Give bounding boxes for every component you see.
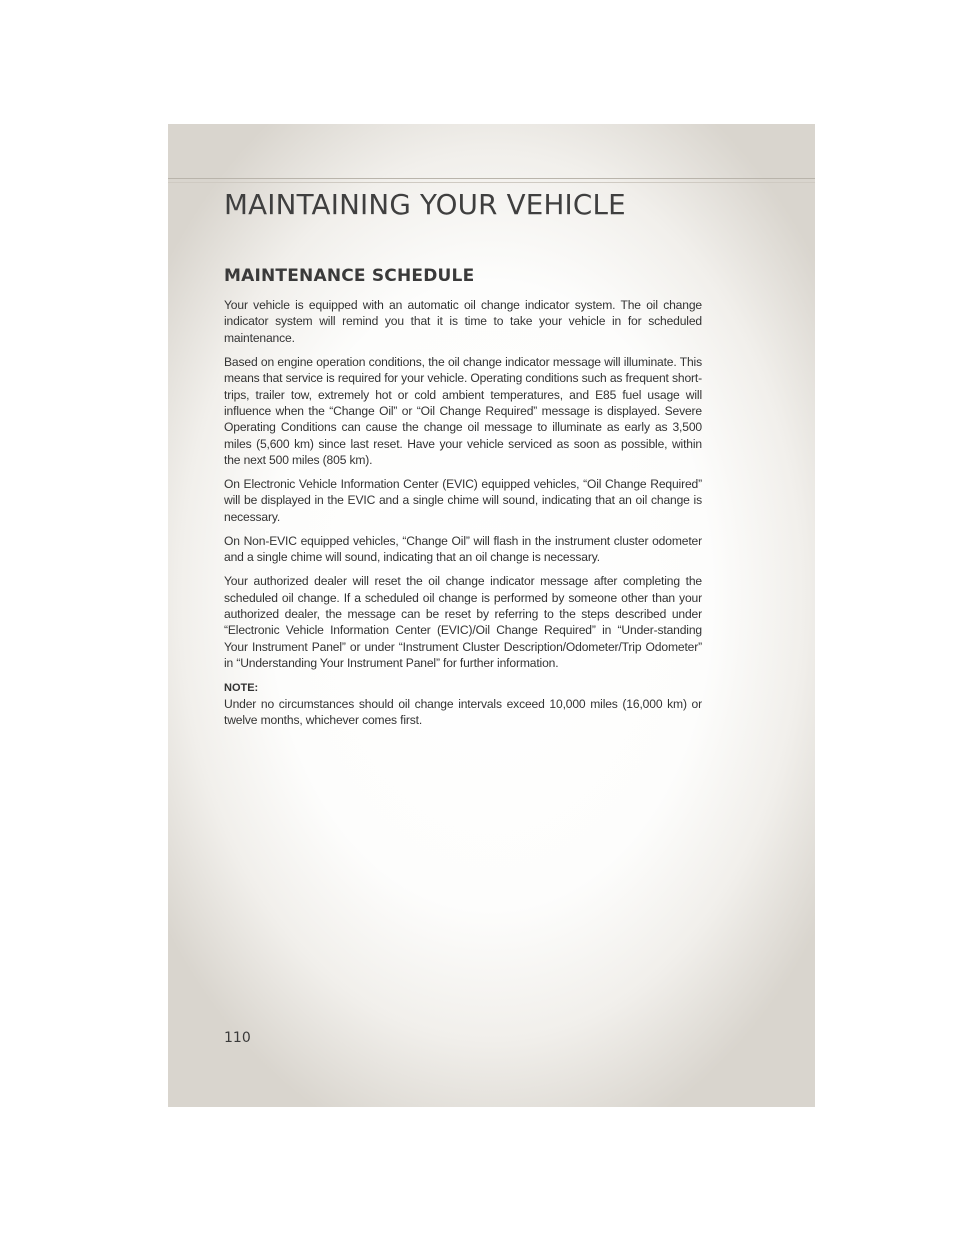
paragraph-indicator-system: Your vehicle is equipped with an automatic oil change indicator system. The oil change indicator system will remind you that it is time to take your vehicle in for scheduled maintenance. xyxy=(224,298,702,345)
section-title: MAINTENANCE SCHEDULE xyxy=(224,266,475,286)
paragraph-evic-vehicles: On Electronic Vehicle Information Center (EVIC) equipped vehicles, “Oil Change Required” will be displayed in the EVIC and a single chime will sound, indicating that an oil change is necessary. xyxy=(224,477,702,524)
chapter-title: MAINTAINING YOUR VEHICLE xyxy=(224,188,626,221)
body-text xyxy=(224,297,702,736)
page-number: 110 xyxy=(224,1030,251,1046)
header-rule-secondary xyxy=(168,182,815,183)
header-rule xyxy=(168,178,815,179)
note-label: NOTE: xyxy=(224,681,259,694)
page-panel xyxy=(168,124,815,1107)
paragraph-operating-conditions: Based on engine operation conditions, the oil change indicator message will illuminate. This means that service is required for your vehicle. Operating conditions such as frequent short-trips, trailer tow, extremely hot or cold ambient temperatures, and E85 fuel usage will influence when the “Change Oil” or “Oil Change Required” message is displayed. Severe Operating Conditions can cause the change oil message to illuminate as early as 3,500 miles (5,600 km) since last reset. Have your vehicle serviced as soon as possible, within the next 500 miles (805 km). xyxy=(224,354,702,468)
paragraph-non-evic-vehicles: On Non-EVIC equipped vehicles, “Change Oil” will flash in the instrument cluster odometer and a single chime will sound, indicating that an oil change is necessary. xyxy=(224,533,702,565)
note-text: Under no circumstances should oil change intervals exceed 10,000 miles (16,000 km) or twelve months, whichever comes first. xyxy=(224,696,702,727)
paragraph-dealer-reset: Your authorized dealer will reset the oil change indicator message after completing the scheduled oil change. If a scheduled oil change is performed by someone other than your authorized dealer, the message can be reset by referring to the steps described under “Electronic Vehicle Information Center (EVIC)/Oil Change Required” in “Under-standing Your Instrument Panel” or under “Instrument Cluster Description/Odometer/Trip Odometer” in “Understanding Your Instrument Panel” for further information. xyxy=(224,574,702,671)
